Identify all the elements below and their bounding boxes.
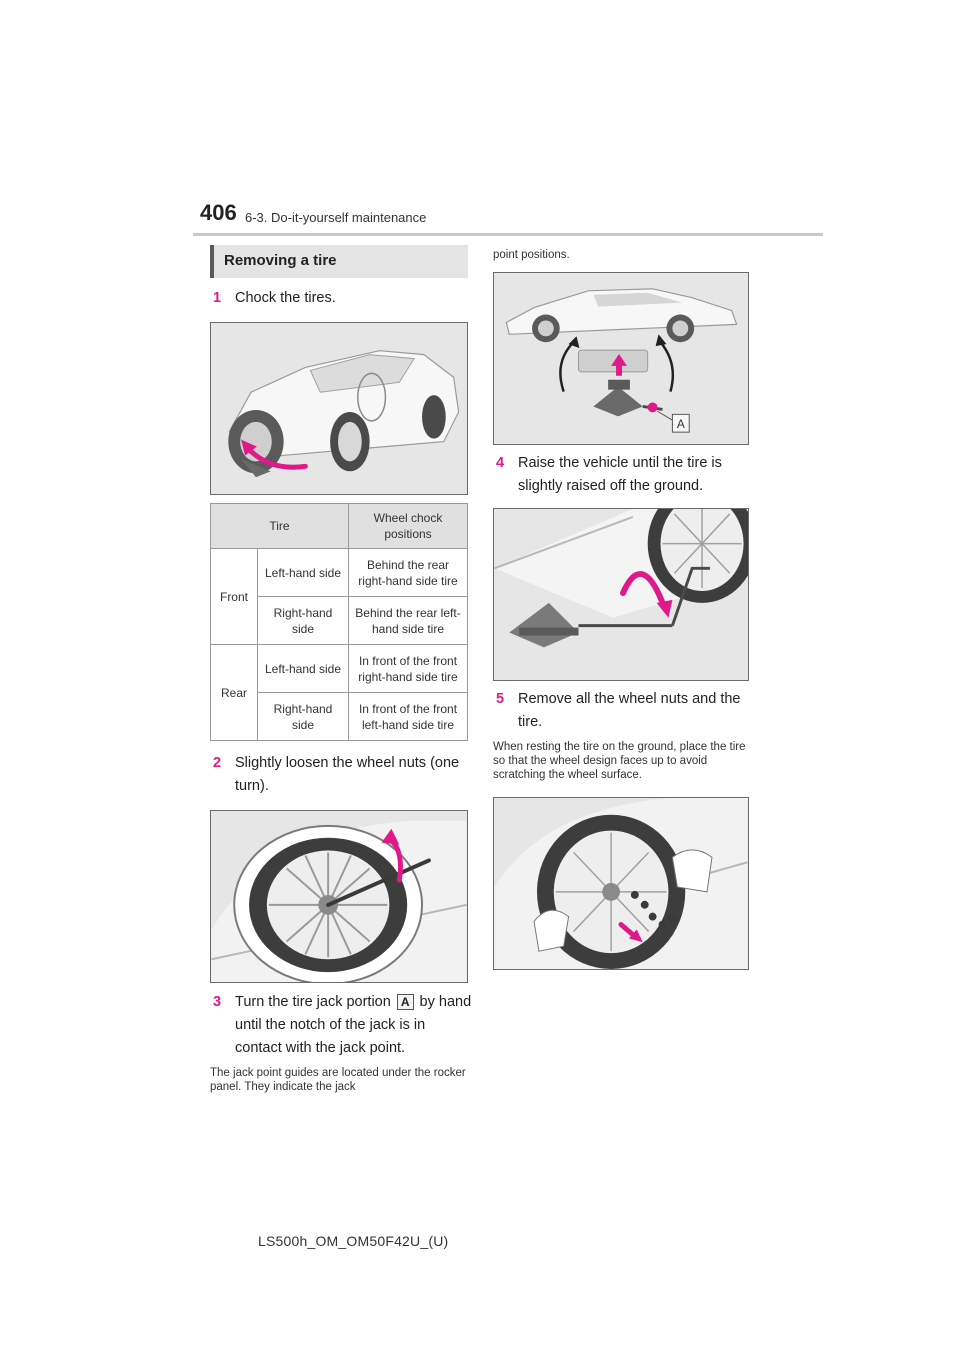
- figure-chock-tires: [210, 322, 468, 495]
- step-number: 4: [496, 455, 505, 471]
- figure-loosen-nuts: [210, 810, 468, 983]
- table-cell-side: Right-hand side: [258, 693, 349, 741]
- table-cell-side: Left-hand side: [258, 549, 349, 597]
- table-row: [211, 645, 468, 693]
- table-cell-side: Left-hand side: [258, 645, 349, 693]
- step-1: [213, 287, 468, 310]
- table-cell-side: Right-hand side: [258, 597, 349, 645]
- step-4: [496, 452, 752, 498]
- note-resting-tire: When resting the tire on the ground, place the tire so that the wheel design faces up to avoid scratching the wheel surface.: [493, 741, 746, 781]
- step-text: Chock the tires.: [235, 290, 336, 306]
- step-text: Slightly loosen the wheel nuts (one turn).: [235, 755, 460, 794]
- page-number: 406: [200, 200, 237, 225]
- wheel-chock-table: [210, 503, 468, 741]
- table-header-positions: Wheel chock positions: [349, 504, 468, 549]
- section-heading: [210, 245, 468, 278]
- note-jack-point-cont: point positions.: [493, 249, 570, 261]
- table-group-rear: Rear: [211, 645, 258, 741]
- jack-point-illustration: [494, 273, 748, 444]
- step-number: 2: [213, 755, 222, 771]
- table-row: [211, 549, 468, 597]
- raise-vehicle-illustration: [494, 509, 748, 680]
- step-3: [213, 991, 475, 1060]
- table-cell-position: In front of the front left-hand side tire: [349, 693, 468, 741]
- figure-remove-tire: [493, 797, 749, 970]
- step-number: 1: [213, 290, 222, 306]
- figure-raise-vehicle: [493, 508, 749, 681]
- remove-tire-illustration: [494, 798, 748, 969]
- table-header-row: [211, 504, 468, 549]
- step-text-part: by hand until the notch of the jack is in contact with the jack point.: [235, 994, 472, 1056]
- loosen-nuts-illustration: [211, 811, 467, 982]
- step-text-part: Turn the tire jack portion: [235, 994, 391, 1010]
- figure-jack-point: [493, 272, 749, 445]
- car-chock-illustration: [211, 323, 467, 494]
- table-group-front: Front: [211, 549, 258, 645]
- header-divider: [193, 233, 823, 236]
- step-5: [496, 688, 752, 734]
- step-text: [213, 991, 475, 1060]
- jack-label-badge: A: [397, 994, 414, 1010]
- step-2: [213, 752, 468, 798]
- step-number: 3: [213, 994, 222, 1010]
- step-number: 5: [496, 691, 505, 707]
- step-text: Raise the vehicle until the tire is slightly raised off the ground.: [518, 455, 722, 494]
- footer-document-code: LS500h_OM_OM50F42U_(U): [258, 1233, 449, 1249]
- table-header-tire: Tire: [211, 504, 349, 549]
- table-cell-position: In front of the front right-hand side tire: [349, 645, 468, 693]
- section-title: 6-3. Do-it-yourself maintenance: [245, 210, 427, 225]
- step-text: Remove all the wheel nuts and the tire.: [518, 691, 741, 730]
- figure-label-a: A: [676, 417, 685, 432]
- table-cell-position: Behind the rear right-hand side tire: [349, 549, 468, 597]
- heading-text: Removing a tire: [224, 252, 337, 269]
- table-cell-position: Behind the rear left-hand side tire: [349, 597, 468, 645]
- note-jack-point: The jack point guides are located under the rocker panel. They indicate the jack: [210, 1067, 466, 1093]
